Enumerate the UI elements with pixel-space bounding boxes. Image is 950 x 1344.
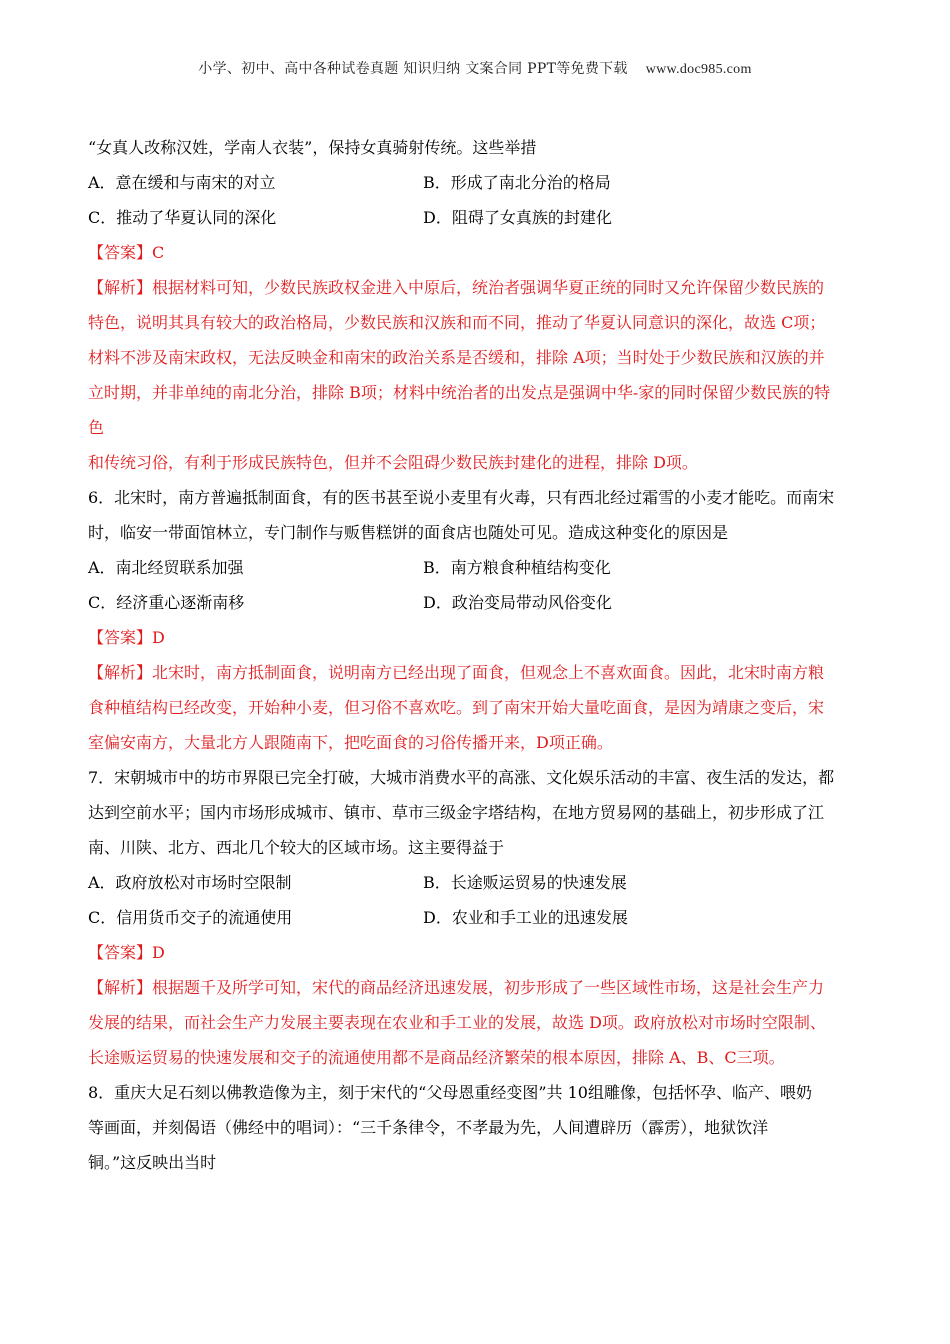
option-a: A．南北经贸联系加强 [88, 558, 244, 577]
question-stem: 达到空前水平；国内市场形成城市、镇市、草市三级金字塔结构，在地方贸易网的基础上，初步形成了江 [88, 803, 825, 822]
option-b: B．南方粮食种植结构变化 [423, 558, 611, 577]
question-stem: 时，临安一带面馆林立，专门制作与贩售糕饼的面食店也随处可见。造成这种变化的原因是 [88, 523, 729, 542]
options-row [88, 865, 868, 900]
option-c: C．经济重心逐渐南移 [88, 593, 245, 612]
question-stem: 8．重庆大足石刻以佛教造像为主，刻于宋代的“父母恩重经变图”共 10组雕像，包括怀孕、临产、喂奶 [88, 1083, 812, 1102]
option-b: B．长途贩运贸易的快速发展 [423, 873, 627, 892]
question-stem: 7．宋朝城市中的坊市界限已完全打破，大城市消费水平的高涨、文化娱乐活动的丰富、夜生活的发达，都 [88, 768, 835, 787]
analysis-line: 室偏安南方，大量北方人跟随南下，把吃面食的习俗传播开来，D项正确。 [88, 733, 613, 752]
question-stem: 南、川陕、北方、西北几个较大的区域市场。这主要得益于 [88, 838, 505, 857]
option-a: A．意在缓和与南宋的对立 [88, 173, 276, 192]
page-header [0, 58, 950, 78]
analysis-line: 【解析】北宋时，南方抵制面食，说明南方已经出现了面食，但观念上不喜欢面食。因此，北宋时南方粮 [88, 663, 825, 682]
analysis-line: 色 [88, 418, 105, 437]
options-row [88, 165, 868, 200]
answer-label: 【答案】C [88, 243, 165, 262]
question-stem: 铜。”这反映出当时 [88, 1153, 217, 1172]
analysis-line: 立时期，并非单纯的南北分治，排除 B项；材料中统治者的出发点是强调中华-家的同时保留少数民族的特 [88, 383, 831, 402]
question-8 [88, 1075, 868, 1180]
answer-label: 【答案】D [88, 943, 165, 962]
question-stem: “女真人改称汉姓，学南人衣装”，保持女真骑射传统。这些举措 [88, 138, 537, 157]
header-url[interactable]: www.doc985.com [645, 62, 752, 77]
question-stem: 6．北宋时，南方普遍抵制面食，有的医书甚至说小麦里有火毒，只有西北经过霜雪的小麦才能吃。而南宋 [88, 488, 835, 507]
analysis-line: 发展的结果，而社会生产力发展主要表现在农业和手工业的发展，故选 D项。政府放松对市场时空限制、 [88, 1013, 826, 1032]
option-d: D．阻碍了女真族的封建化 [423, 208, 612, 227]
option-a: A．政府放松对市场时空限制 [88, 873, 292, 892]
analysis-line: 食种植结构已经改变，开始种小麦，但习俗不喜欢吃。到了南宋开始大量吃面食，是因为靖康之变后，宋 [88, 698, 825, 717]
option-c: C．推动了华夏认同的深化 [88, 208, 277, 227]
analysis-line: 和传统习俗，有利于形成民族特色，但并不会阻碍少数民族封建化的进程，排除 D项。 [88, 453, 698, 472]
header-text: 小学、初中、高中各种试卷真题 知识归纳 文案合同 PPT等免费下载 [198, 61, 628, 77]
options-row [88, 900, 868, 935]
question-7 [88, 760, 868, 1075]
question-5 [88, 130, 868, 480]
document-body [88, 130, 868, 1180]
analysis-line: 特色，说明其具有较大的政治格局，少数民族和汉族和而不同，推动了华夏认同意识的深化，故选 C项； [88, 313, 826, 332]
options-row [88, 550, 868, 585]
option-d: D．政治变局带动风俗变化 [423, 593, 612, 612]
option-d: D．农业和手工业的迅速发展 [423, 908, 628, 927]
answer-label: 【答案】D [88, 628, 165, 647]
question-stem: 等画面，并刻偈语（佛经中的唱词）：“三千条律令，不孝最为先，人间遭辟历（霹雳），地狱饮洋 [88, 1118, 769, 1137]
analysis-line: 长途贩运贸易的快速发展和交子的流通使用都不是商品经济繁荣的根本原因，排除 A、B、C三项。 [88, 1048, 785, 1067]
analysis-line: 【解析】根据题千及所学可知，宋代的商品经济迅速发展，初步形成了一些区域性市场，这是社会生产力 [88, 978, 825, 997]
question-6 [88, 480, 868, 760]
option-b: B．形成了南北分治的格局 [423, 173, 611, 192]
analysis-line: 【解析】根据材料可知，少数民族政权金进入中原后，统治者强调华夏正统的同时又允许保留少数民族的 [88, 278, 825, 297]
analysis-line: 材料不涉及南宋政权，无法反映金和南宋的政治关系是否缓和，排除 A项；当时处于少数民族和汉族的并 [88, 348, 825, 367]
options-row [88, 585, 868, 620]
option-c: C．信用货币交子的流通使用 [88, 908, 293, 927]
options-row [88, 200, 868, 235]
